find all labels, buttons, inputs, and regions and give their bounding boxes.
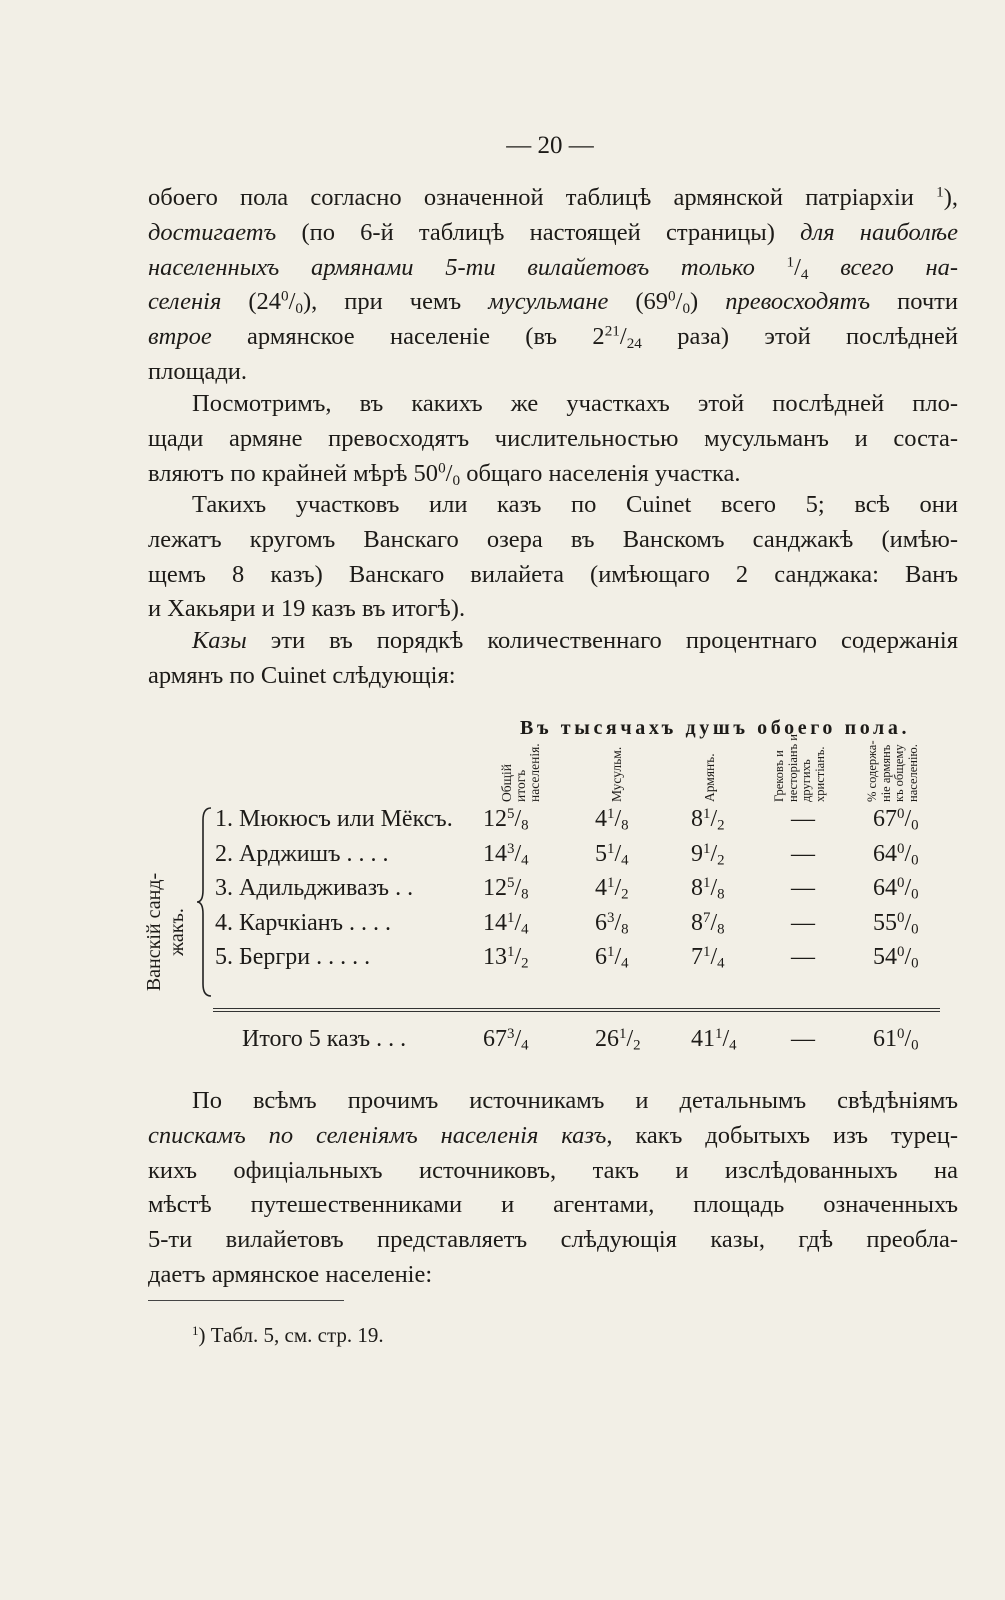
cell-greeks: — xyxy=(791,1026,815,1052)
footnote xyxy=(192,1323,384,1348)
cell-muslims: $5^1/_4$ xyxy=(595,840,629,869)
paragraph-1 xyxy=(148,181,958,390)
cell-name: 3. Адильдживазъ . . xyxy=(215,875,414,902)
cell-percent: $64^0/_0$ xyxy=(873,875,919,903)
cell-armenians: $7^1/_4$ xyxy=(691,944,725,973)
cell-greeks: — xyxy=(791,806,815,832)
cell-percent: $54^0/_0$ xyxy=(873,944,919,973)
cell-muslims: $6^1/_4$ xyxy=(595,944,629,973)
page-number: — 20 — xyxy=(506,132,594,159)
row-group-brace xyxy=(195,806,215,998)
cell-name: 5. Бергри . . . . . xyxy=(215,944,371,971)
cell-total: $12^5/_8$ xyxy=(483,805,529,834)
table-row xyxy=(215,806,955,840)
text-line: По всѣмъ прочимъ источникамъ и детальнымъ свѣдѣніямъ xyxy=(192,1087,958,1114)
cell-muslims: $4^1/_8$ xyxy=(595,805,629,834)
table-rule xyxy=(213,1008,940,1009)
cell-muslims: $26^1/_2$ xyxy=(595,1025,641,1054)
column-header-greeks: Грековъ и несторіанъ и другихъ христіанъ. xyxy=(772,734,827,802)
text-line: Посмотримъ, въ какихъ же участкахъ этой послѣдней пло- xyxy=(192,390,958,417)
cell-percent: $67^0/_0$ xyxy=(873,805,919,834)
text-line: вляютъ по крайней мѣрѣ $50^0/_0$ общаго населенія участка. xyxy=(148,459,741,489)
text-line: площади. xyxy=(148,357,248,385)
table-row xyxy=(215,944,955,978)
footnote-mark: 1 xyxy=(192,1322,199,1338)
text-line: Казы эти въ порядкѣ количественнаго процентнаго содержанія xyxy=(192,627,958,654)
table-total-row xyxy=(242,1026,982,1060)
cell-armenians: $8^1/_2$ xyxy=(691,805,725,834)
column-header-armenians: Армянъ. xyxy=(702,753,717,802)
text-line: и Хакьяри и 19 казъ въ итогѣ). xyxy=(148,595,466,623)
text-line: населенныхъ армянами 5-ти вилайетовъ только $^1/_4$ всего на- xyxy=(148,253,959,283)
footnote-rule xyxy=(148,1300,344,1301)
cell-armenians: $41^1/_4$ xyxy=(691,1025,737,1054)
cell-greeks: — xyxy=(791,840,815,867)
column-header-muslims: Мусульм. xyxy=(609,746,624,802)
text-line: лежатъ кругомъ Ванскаго озера въ Ванскомъ санджакѣ (имѣю- xyxy=(148,525,958,553)
cell-name: 1. Мюкюсъ или Мёксъ. xyxy=(215,806,453,832)
footnote-ref[interactable]: 1 xyxy=(936,183,944,201)
paragraph-2 xyxy=(148,387,958,491)
text-line: щади армяне превосходятъ числительностью мусульманъ и соста- xyxy=(148,424,958,452)
text-line: даетъ армянское населеніе: xyxy=(148,1260,433,1288)
text-line: Такихъ участковъ или казъ по Cuinet всего 5; всѣ они xyxy=(192,491,958,518)
cell-total: $14^3/_4$ xyxy=(483,840,529,869)
cell-greeks: — xyxy=(791,875,815,902)
group-label-van-sanjak: Ванскій санд- жакъ. xyxy=(143,872,188,992)
table-row xyxy=(215,875,955,909)
text-line: 5-ти вилайетовъ представляетъ слѣдующія казы, гдѣ преобла- xyxy=(148,1226,958,1254)
total-row-label: Итого 5 казъ . . . xyxy=(242,1026,407,1052)
text-line: достигаетъ (по 6-й таблицѣ настоящей страницы) для наиболѣе xyxy=(148,218,958,246)
paragraph-4 xyxy=(148,624,958,694)
text-line: армянъ по Cuinet слѣдующія: xyxy=(148,661,456,689)
text-line: кихъ офиціальныхъ источниковъ, такъ и изслѣдованныхъ на xyxy=(148,1156,958,1184)
table-row xyxy=(215,841,955,875)
cell-armenians: $9^1/_2$ xyxy=(691,840,725,869)
paragraph-5 xyxy=(148,1084,958,1293)
column-header-total: Общій итогъ населенія. xyxy=(499,743,542,802)
column-header-percent: % содержа- ніе армянъ къ общему населенію. xyxy=(865,740,920,802)
cell-greeks: — xyxy=(791,909,815,936)
text-line: щемъ 8 казъ) Ванскаго вилайета (имѣющаго 2 санджака: Ванъ xyxy=(148,560,958,588)
cell-total: $13^1/_2$ xyxy=(483,944,529,973)
cell-name: 2. Арджишъ . . . . xyxy=(215,840,389,867)
table-rule xyxy=(213,1011,940,1012)
cell-muslims: $4^1/_2$ xyxy=(595,875,629,903)
cell-total: $12^5/_8$ xyxy=(483,875,529,903)
cell-percent: $64^0/_0$ xyxy=(873,840,919,869)
text-line: селенія $(24^0/_0)$, при чемъ мусульмане $(69^0/_0)$ превосходятъ почти xyxy=(148,288,958,318)
cell-total: $14^1/_4$ xyxy=(483,909,529,938)
text-line: втрое армянское населеніе (въ $2^{21}/_{24}$ раза) этой послѣдней xyxy=(148,322,958,352)
cell-total: $67^3/_4$ xyxy=(483,1025,529,1054)
paragraph-3 xyxy=(148,488,958,627)
cell-name: 4. Карчкіанъ . . . . xyxy=(215,909,392,936)
text-line: мѣстѣ путешественниками и агентами, площадь означенныхъ xyxy=(148,1191,958,1219)
footnote-text: ) Табл. 5, см. стр. 19. xyxy=(198,1323,384,1347)
cell-greeks: — xyxy=(791,944,815,971)
table-row xyxy=(215,910,955,944)
text-line: спискамъ по селеніямъ населенія казъ, какъ добытыхъ изъ турец- xyxy=(148,1121,958,1149)
cell-percent: $55^0/_0$ xyxy=(873,909,919,938)
cell-muslims: $6^3/_8$ xyxy=(595,909,629,938)
cell-armenians: $8^1/_8$ xyxy=(691,875,725,903)
table-caption: Въ тысячахъ душъ обоего пола. xyxy=(520,717,911,739)
cell-armenians: $8^7/_8$ xyxy=(691,909,725,938)
cell-percent: $61^0/_0$ xyxy=(873,1025,919,1054)
text-line: обоего пола согласно означенной таблицѣ армянской патріархіи $^1$), xyxy=(148,183,958,211)
